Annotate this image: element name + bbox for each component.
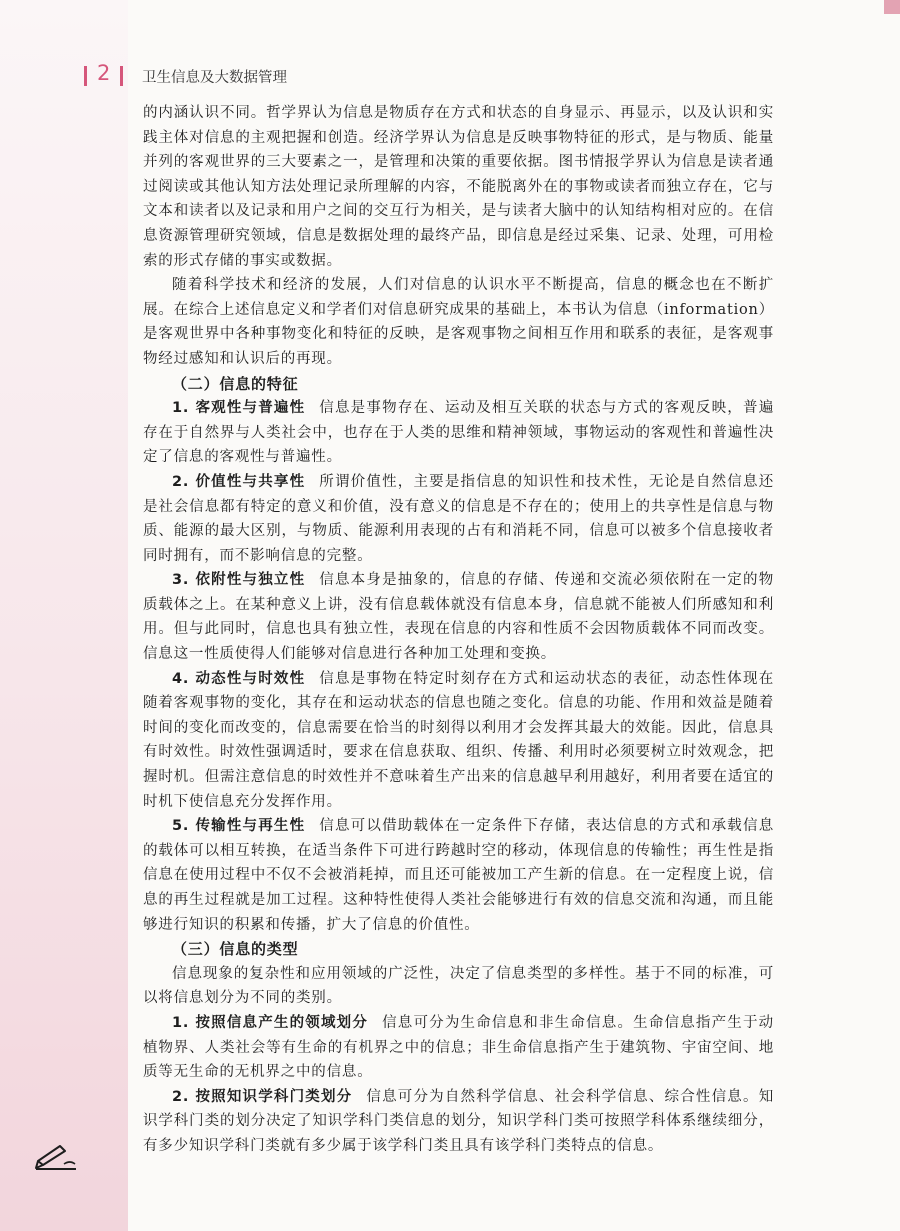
feature-text: 信息本身是抽象的，信息的存储、传递和交流必须依附在一定的物质载体之上。在某种意义上讲，没有信息载体就没有信息本身，信息就不能被人们所感知和利用。但与此同时，信息也具有独立性，表现在信息的内容和性质不会因物质载体不同而改变。信息这一性质使得人们能够对信息进行各种加工处理和变换。: [143, 572, 774, 663]
feature-item: [143, 568, 774, 666]
paragraph: 随着科学技术和经济的发展，人们对信息的认识水平不断提高，信息的概念也在不断扩展。在综合上述信息定义和学者们对信息研究成果的基础上，本书认为信息（information）是客观世界中各种事物变化和特征的反映，是客观事物之间相互作用和联系的表征，是客观事物经过感知和认识后的再现。: [143, 277, 774, 367]
type-text: 信息可分为自然科学信息、社会科学信息、综合性信息。知识学科门类的划分决定了知识学科门类信息的划分，知识学科门类可按照学科体系继续细分，有多少知识学科门类就有多少属于该学科门类且具有该学科门类特点的信息。: [143, 1088, 774, 1154]
feature-text: 信息是事物存在、运动及相互关联的状态与方式的客观反映，普遍存在于自然界与人类社会中，也存在于人类的思维和精神领域，事物运动的客观性和普遍性决定了信息的客观性与普遍性。: [143, 400, 774, 466]
section-heading: （三）信息的类型: [172, 940, 299, 959]
feature-title: 3. 依附性与独立性: [172, 572, 306, 589]
feature-text: 信息是事物在特定时刻存在方式和运动状态的表征，动态性体现在随着客观事物的变化，其存在和运动状态的信息也随之变化。信息的功能、作用和效益是随着时间的变化而改变的，信息需要在恰当的时刻得以利用才会发挥其最大的效能。因此，信息具有时效性。时效性强调适时，要求在信息获取、组织、传播、利用时必须要树立时效观念，把握时机。但需注意信息的时效性并不意味着生产出来的信息越早利用越好，利用者要在适宜的时机下使信息充分发挥作用。: [143, 670, 774, 810]
feature-item: [143, 396, 774, 470]
page-side-strip: [0, 0, 128, 1231]
feature-item: [143, 667, 774, 815]
type-title: 1. 按照信息产生的领域划分: [172, 1014, 369, 1031]
type-item: [143, 1085, 774, 1159]
type-title: 2. 按照知识学科门类划分: [172, 1088, 353, 1105]
feature-text: 信息可以借助载体在一定条件下存储，表达信息的方式和承载信息的载体可以相互转换，在适当条件下可进行跨越时空的移动，体现信息的传输性；再生性是指信息在使用过程中不仅不会被消耗掉，而且还可能被加工产生新的信息。在一定程度上说，信息的再生过程就是加工过程。这种特性使得人类社会能够进行有效的信息交流和沟通，而且能够进行知识的积累和传播，扩大了信息的价值性。: [143, 818, 774, 933]
corner-tab: [884, 0, 900, 14]
feature-text: 所谓价值性，主要是指信息的知识性和技术性，无论是自然信息还是社会信息都有特定的意义和价值，没有意义的信息是不存在的；使用上的共享性是信息与物质、能源的最大区别，与物质、能源利用表现的占有和消耗不同，信息可以被多个信息接收者同时拥有，而不影响信息的完整。: [143, 473, 774, 564]
feature-title: 5. 传输性与再生性: [172, 818, 306, 835]
section-heading: （二）信息的特征: [172, 374, 299, 393]
feature-item: [143, 814, 774, 937]
header-bar-right: [120, 66, 123, 86]
paragraph: 信息现象的复杂性和应用领域的广泛性，决定了信息类型的多样性。基于不同的标准，可以将信息划分为不同的类别。: [143, 965, 774, 1007]
page-number: 2: [97, 61, 111, 85]
pen-writing-icon: [34, 1141, 78, 1171]
feature-title: 4. 动态性与时效性: [172, 670, 306, 687]
feature-item: [143, 470, 774, 568]
book-title: 卫生信息及大数据管理: [142, 70, 287, 86]
header-bar-left: [84, 66, 87, 86]
feature-title: 1. 客观性与普遍性: [172, 400, 306, 417]
body-text: [143, 101, 774, 1159]
type-text: 信息可分为生命信息和非生命信息。生命信息指产生于动植物界、人类社会等有生命的有机界之中的信息；非生命信息指产生于建筑物、宇宙空间、地质等无生命的无机界之中的信息。: [143, 1014, 774, 1081]
feature-title: 2. 价值性与共享性: [172, 473, 306, 490]
type-item: [143, 1011, 774, 1085]
paragraph: 的内涵认识不同。哲学界认为信息是物质存在方式和状态的自身显示、再显示，以及认识和实践主体对信息的主观把握和创造。经济学界认为信息是反映事物特征的形式，是与物质、能量并列的客观世界的三大要素之一，是管理和决策的重要依据。图书情报学界认为信息是读者通过阅读或其他认知方法处理记录所理解的内容，不能脱离外在的事物或读者而独立存在，它与文本和读者以及记录和用户之间的交互行为相关，是与读者大脑中的认知结构相对应的。在信息资源管理研究领域，信息是数据处理的最终产品，即信息是经过采集、记录、处理，可用检索的形式存储的事实或数据。: [143, 105, 774, 269]
